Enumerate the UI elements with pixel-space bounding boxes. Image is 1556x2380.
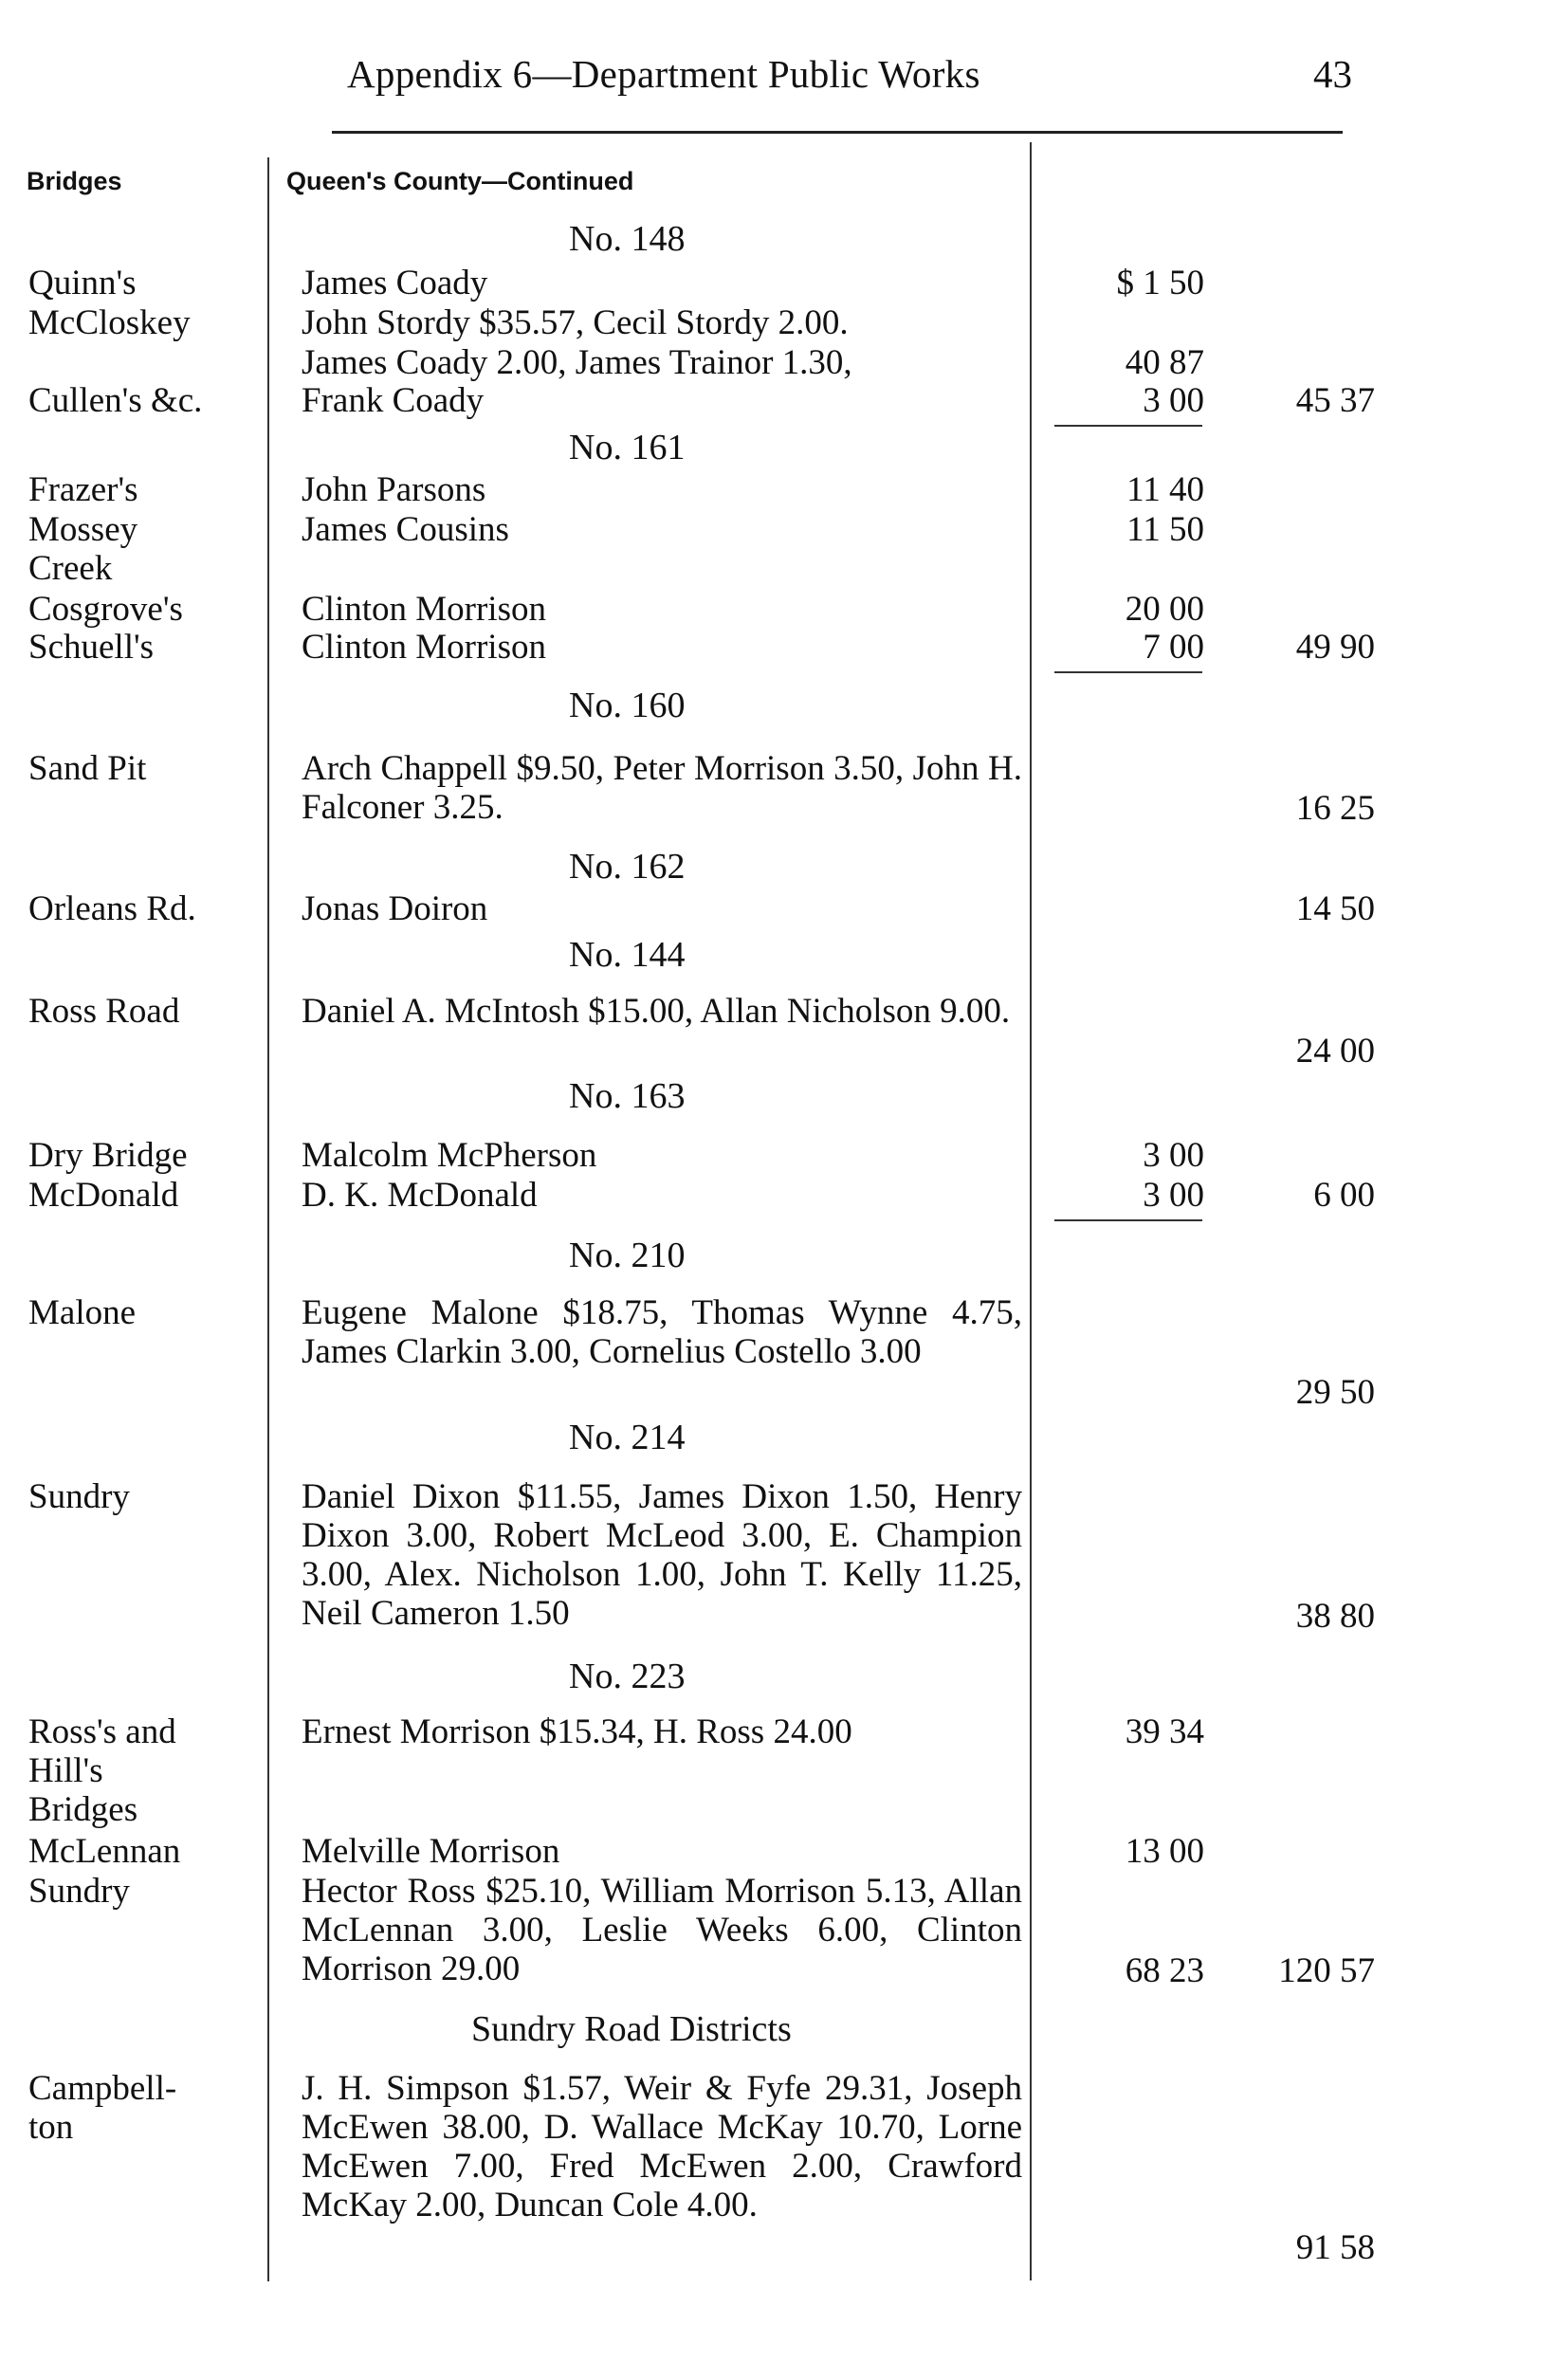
inner-amount: $ 1 50 (1116, 264, 1204, 302)
section-heading: No. 144 (569, 935, 686, 975)
bridge-name: Malone (28, 1293, 137, 1332)
payee-text: John Parsons (302, 470, 486, 509)
payee-text: Hector Ross $25.10, William Morrison 5.13, Allan McLennan 3.00, Leslie Weeks 6.00, Clinton Morrison 29.00 (302, 1872, 1022, 1988)
bridge-name: Cosgrove's (28, 590, 183, 629)
bridge-name: Frazer's (28, 470, 138, 509)
payee-text: Eugene Malone $18.75, Thomas Wynne 4.75, James Clarkin 3.00, Cornelius Costello 3.00 (302, 1293, 1022, 1371)
outer-total: 29 50 (1295, 1373, 1375, 1412)
outer-total: 38 80 (1295, 1597, 1375, 1636)
header-rule (332, 131, 1343, 134)
bridge-name: McCloskey (28, 303, 191, 342)
inner-amount: 13 00 (1125, 1832, 1204, 1871)
inner-amount: 39 34 (1125, 1712, 1204, 1751)
page-title: Appendix 6—Department Public Works (347, 52, 980, 96)
bridge-name: Campbell- ton (28, 2069, 177, 2147)
payee-text: D. K. McDonald (302, 1176, 538, 1215)
sum-rule (1054, 671, 1202, 673)
outer-total: 120 57 (1278, 1951, 1375, 1990)
payee-text: Jonas Doiron (302, 889, 488, 928)
payee-text: Malcolm McPherson (302, 1136, 597, 1175)
payee-text: Melville Morrison (302, 1832, 560, 1871)
inner-amount: 3 00 (1143, 1176, 1204, 1215)
inner-amount: 11 40 (1126, 470, 1204, 509)
bridge-name: Ross's and Hill's Bridges (28, 1712, 176, 1829)
inner-amount: 40 87 (1125, 343, 1204, 382)
outer-total: 24 00 (1295, 1032, 1375, 1071)
bridge-name: Cullen's &c. (28, 381, 203, 420)
inner-amount: 20 00 (1125, 590, 1204, 629)
section-heading: No. 223 (569, 1657, 686, 1696)
payee-text: Clinton Morrison (302, 590, 546, 629)
payee-text: James Coady (302, 264, 488, 302)
column-divider-left (267, 157, 269, 2281)
outer-total: 91 58 (1295, 2228, 1375, 2267)
bridge-name: Ross Road (28, 992, 180, 1031)
section-heading: No. 163 (569, 1076, 686, 1116)
inner-amount: 3 00 (1143, 1136, 1204, 1175)
section-heading: No. 161 (569, 428, 686, 467)
payee-text: Daniel Dixon $11.55, James Dixon 1.50, Henry Dixon 3.00, Robert McLeod 3.00, E. Champion 3.00, Alex. Nicholson 1.00, John T. Kelly 11.25, Neil Cameron 1.50 (302, 1477, 1022, 1633)
section-heading: Sundry Road Districts (471, 2009, 792, 2049)
section-heading: No. 210 (569, 1236, 686, 1275)
inner-amount: 11 50 (1126, 510, 1204, 549)
section-heading: No. 160 (569, 686, 686, 725)
bridge-name: Schuell's (28, 628, 155, 667)
bridge-name: Sundry (28, 1872, 130, 1911)
bridge-name: Quinn's (28, 264, 137, 302)
section-heading: No. 148 (569, 219, 686, 259)
outer-total: 49 90 (1295, 628, 1375, 667)
inner-amount: 68 23 (1125, 1951, 1204, 1990)
bridge-name: Orleans Rd. (28, 889, 196, 928)
payee-text: Daniel A. McIntosh $15.00, Allan Nicholson 9.00. (302, 992, 1011, 1031)
inner-amount: 7 00 (1143, 628, 1204, 667)
bridge-name: Sand Pit (28, 749, 147, 788)
payee-text: Clinton Morrison (302, 628, 546, 667)
inner-amount: 3 00 (1143, 381, 1204, 420)
page-number: 43 (1313, 52, 1352, 96)
payee-text: James Coady 2.00, James Trainor 1.30, (302, 343, 852, 382)
outer-total: 14 50 (1295, 889, 1375, 928)
payee-text: Ernest Morrison $15.34, H. Ross 24.00 (302, 1712, 852, 1751)
outer-total: 45 37 (1295, 381, 1375, 420)
bridge-name: Dry Bridge (28, 1136, 188, 1175)
payee-text: John Stordy $35.57, Cecil Stordy 2.00. (302, 303, 849, 342)
running-head (0, 51, 1556, 108)
payee-text: Arch Chappell $9.50, Peter Morrison 3.50, John H. Falconer 3.25. (302, 749, 1022, 827)
bridge-name: McLennan (28, 1832, 181, 1871)
column-header-county: Queen's County—Continued (286, 167, 634, 195)
bridge-name: Sundry (28, 1477, 130, 1516)
outer-total: 6 00 (1313, 1176, 1375, 1215)
bridge-name: Mossey Creek (28, 510, 138, 588)
bridge-name: McDonald (28, 1176, 179, 1215)
section-heading: No. 214 (569, 1418, 686, 1457)
payee-text: Frank Coady (302, 381, 485, 420)
payee-text: J. H. Simpson $1.57, Weir & Fyfe 29.31, Joseph McEwen 38.00, D. Wallace McKay 10.70, Lorne McEwen 7.00, Fred McEwen 2.00, Crawford McKay 2.00, Duncan Cole 4.00. (302, 2069, 1022, 2224)
section-heading: No. 162 (569, 847, 686, 887)
column-header-bridges: Bridges (27, 167, 122, 195)
outer-total: 16 25 (1295, 789, 1375, 828)
sum-rule (1054, 1219, 1202, 1221)
payee-text: James Cousins (302, 510, 509, 549)
